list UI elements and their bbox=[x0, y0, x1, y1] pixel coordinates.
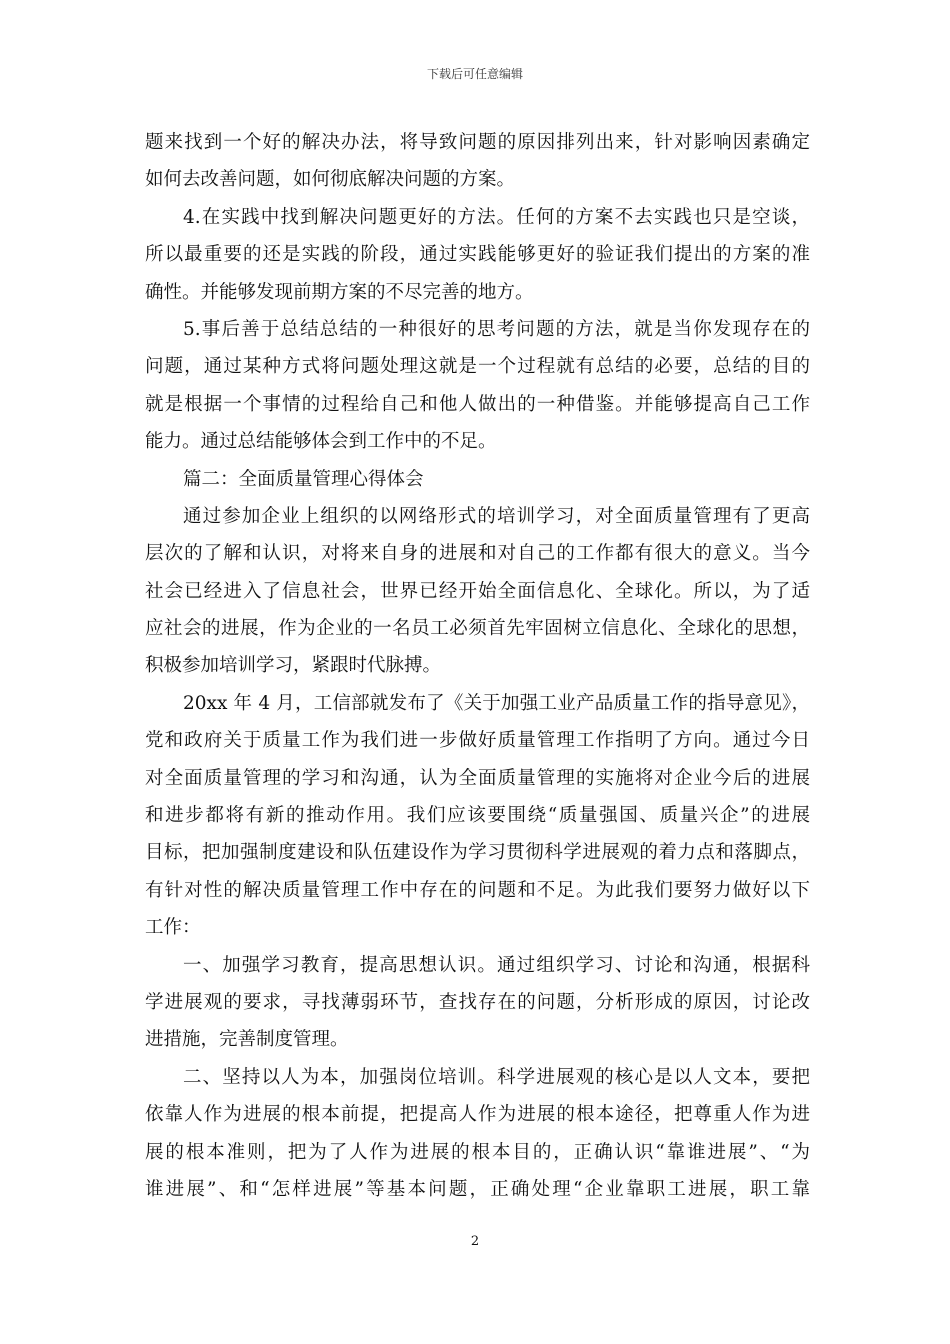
text-line: 谁进展”、和“怎样进展”等基本问题，正确处理“企业靠职工进展，职工靠 bbox=[145, 1178, 810, 1200]
text-line: 展的根本准则，把为了人作为进展的根本目的，正确认识“靠谁进展”、“为 bbox=[145, 1141, 810, 1163]
text-line: 党和政府关于质量工作为我们进一步做好质量管理工作指明了方向。通过今日 bbox=[145, 730, 810, 752]
text-line: 确性。并能够发现前期方案的不尽完善的地方。 bbox=[145, 281, 534, 303]
page-number: 2 bbox=[470, 1234, 480, 1249]
text-line: 题来找到一个好的解决办法，将导致问题的原因排列出来，针对影响因素确定 bbox=[145, 132, 810, 153]
text-line: 目标，把加强制度建设和队伍建设作为学习贯彻科学进展观的着力点和落脚点， bbox=[145, 842, 810, 864]
text-line: 依靠人作为进展的根本前提，把提高人作为进展的根本途径，把尊重人作为进 bbox=[145, 1104, 810, 1126]
text-line: 学进展观的要求，寻找薄弱环节，查找存在的问题，分析形成的原因，讨论改 bbox=[145, 991, 810, 1013]
text-line: 二、坚持以人为本，加强岗位培训。科学进展观的核心是以人文本，要把 bbox=[183, 1066, 810, 1088]
text-line: 所以最重要的还是实践的阶段，通过实践能够更好的验证我们提出的方案的准 bbox=[145, 244, 810, 266]
text-line: 能力。通过总结能够体会到工作中的不足。 bbox=[145, 431, 497, 453]
document-body bbox=[145, 124, 810, 1208]
text-line: 20xx 年 4 月，工信部就发布了《关于加强工业产品质量工作的指导意见》， bbox=[183, 692, 810, 714]
text-line: 社会已经进入了信息社会，世界已经开始全面信息化、全球化。所以，为了适 bbox=[145, 580, 810, 602]
text-line: 进措施，完善制度管理。 bbox=[145, 1029, 349, 1051]
text-line: 一、加强学习教育，提高思想认识。通过组织学习、讨论和沟通，根据科 bbox=[183, 954, 810, 976]
text-line: 4.在实践中找到解决问题更好的方法。任何的方案不去实践也只是空谈， bbox=[183, 206, 810, 228]
text-line: 工作： bbox=[145, 917, 201, 939]
text-line: 应社会的进展，作为企业的一名员工必须首先牢固树立信息化、全球化的思想， bbox=[145, 618, 810, 640]
text-line: 对全面质量管理的学习和沟通，认为全面质量管理的实施将对企业今后的进展 bbox=[145, 767, 810, 789]
page-header: 下载后可任意编辑 bbox=[426, 67, 523, 81]
text-line: 层次的了解和认识，对将来自身的进展和对自己的工作都有很大的意义。当今 bbox=[145, 543, 810, 565]
text-line: 通过参加企业上组织的以网络形式的培训学习，对全面质量管理有了更高 bbox=[183, 505, 810, 527]
text-line: 如何去改善问题，如何彻底解决问题的方案。 bbox=[145, 169, 516, 191]
text-line: 积极参加培训学习，紧跟时代脉搏。 bbox=[145, 655, 442, 677]
text-line: 和进步都将有新的推动作用。我们应该要围绕“质量强国、质量兴企”的进展 bbox=[145, 805, 810, 827]
text-line: 有针对性的解决质量管理工作中存在的问题和不足。为此我们要努力做好以下 bbox=[145, 879, 810, 901]
text-line: 就是根据一个事情的过程给自己和他人做出的一种借鉴。并能够提高自己工作 bbox=[145, 393, 810, 415]
section-heading: 篇二：全面质量管理心得体会 bbox=[183, 468, 424, 490]
text-line: 问题，通过某种方式将问题处理这就是一个过程就有总结的必要，总结的目的 bbox=[145, 356, 810, 378]
text-line: 5.事后善于总结总结的一种很好的思考问题的方法，就是当你发现存在的 bbox=[183, 318, 810, 340]
